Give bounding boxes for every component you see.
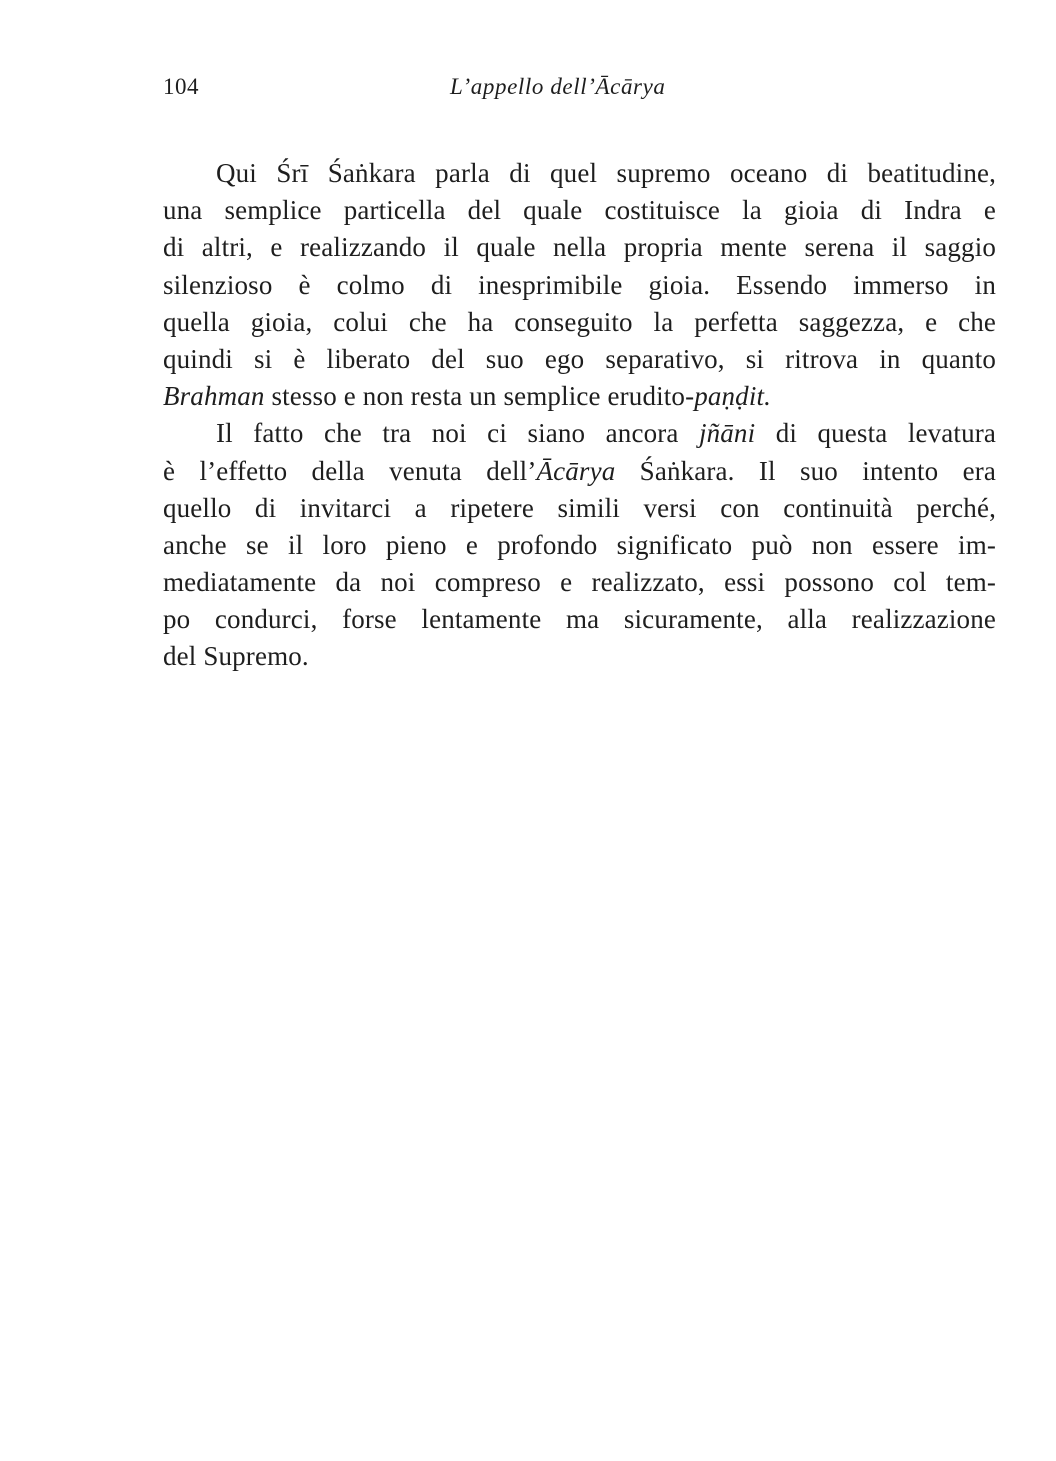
text-line <box>163 304 996 341</box>
text-run: di questa levatura <box>755 418 996 449</box>
running-title: L’appello dell’Ācārya <box>450 74 666 99</box>
text-line <box>163 192 996 229</box>
text-line <box>163 341 996 378</box>
text-line <box>163 564 996 601</box>
text-line <box>163 453 996 490</box>
text-run: Śaṅkara. Il suo intento era <box>615 455 996 486</box>
text-run: quello di invitarci a ripetere simili versi con continuità perché, <box>163 492 996 523</box>
body-text <box>163 155 996 676</box>
text-line <box>163 378 996 415</box>
italic-term: Brahman <box>163 381 265 412</box>
italic-term: Ācārya <box>536 455 616 486</box>
italic-term: paṇḍit. <box>694 381 772 412</box>
text-line <box>163 601 996 638</box>
text-line <box>163 490 996 527</box>
text-run: una semplice particella del quale costituisce la gioia di Indra e <box>163 195 996 226</box>
text-run: del Supremo. <box>163 641 309 672</box>
text-run: mediatamente da noi compreso e realizzato, essi possono col tem- <box>163 567 996 598</box>
running-head <box>163 70 996 104</box>
paragraph-2 <box>163 415 996 675</box>
text-line <box>163 527 996 564</box>
text-run: Qui Śrī Śaṅkara parla di quel supremo oceano di beatitudine, <box>216 158 996 188</box>
paragraph-1 <box>163 155 996 415</box>
text-line <box>163 267 996 304</box>
text-line <box>163 415 996 452</box>
page-number: 104 <box>163 74 199 99</box>
text-run: silenzioso è colmo di inesprimibile gioia. Essendo immerso in <box>163 269 996 300</box>
text-run: quindi si è liberato del suo ego separativo, si ritrova in quanto <box>163 343 996 374</box>
text-run: stesso e non resta un semplice erudito- <box>264 381 695 412</box>
text-run: di altri, e realizzando il quale nella propria mente serena il saggio <box>163 232 996 263</box>
text-line <box>163 155 996 192</box>
text-run: Il fatto che tra noi ci siano ancora <box>216 418 699 449</box>
text-run: anche se il loro pieno e profondo significato può non essere im- <box>163 529 996 560</box>
text-line <box>163 229 996 266</box>
text-run: quella gioia, colui che ha conseguito la perfetta saggezza, e che <box>163 306 996 337</box>
text-run: è l’effetto della venuta dell’ <box>163 455 537 486</box>
italic-term: jñāni <box>698 418 756 449</box>
text-run: po condurci, forse lentamente ma sicuramente, alla realizzazione <box>163 604 996 635</box>
text-line <box>163 638 996 675</box>
